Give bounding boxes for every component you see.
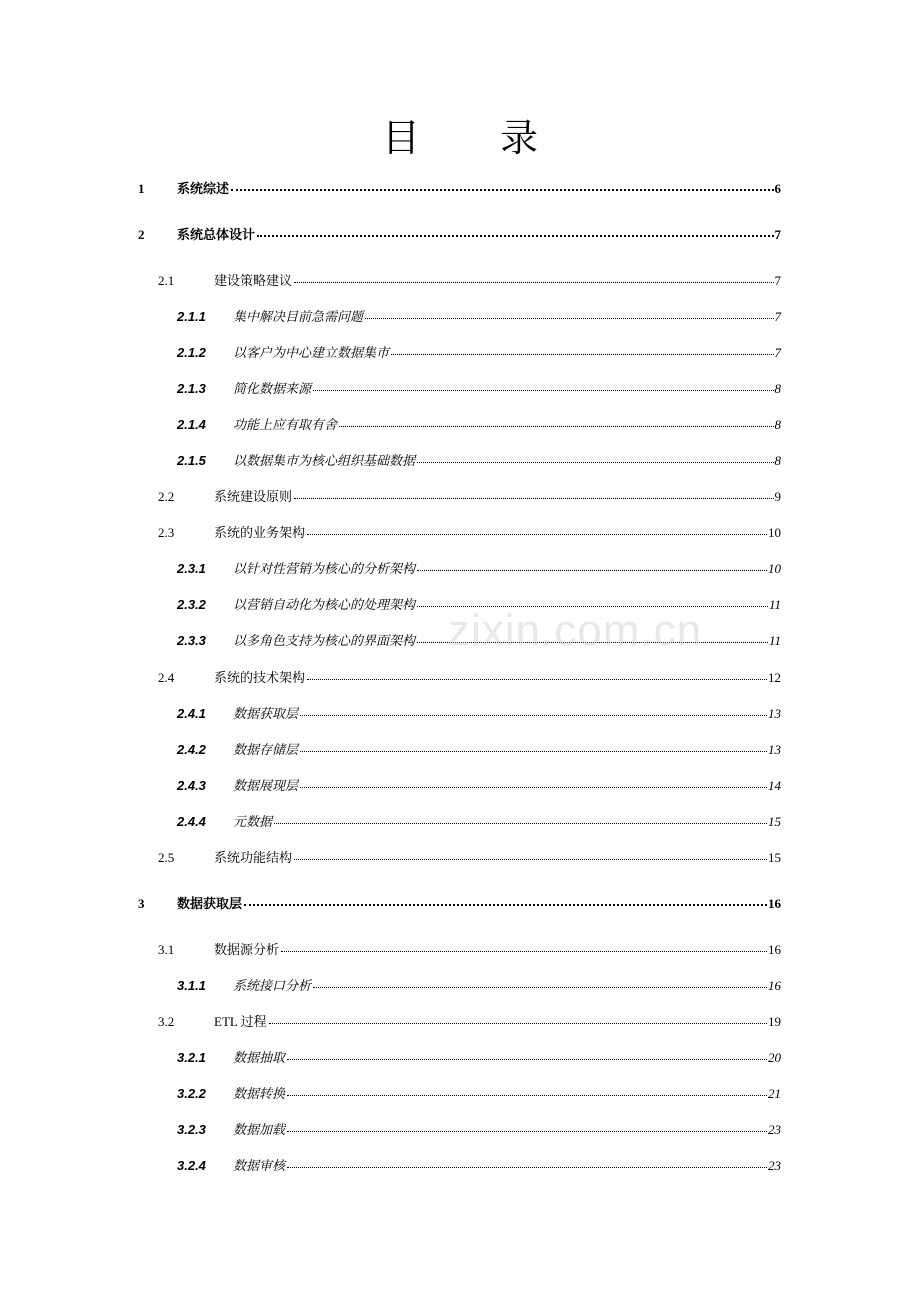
toc-dot-leader bbox=[313, 977, 767, 990]
toc-entry-title: 系统综述 bbox=[177, 181, 230, 196]
toc-entry-number: 2.3.1 bbox=[177, 561, 206, 576]
toc-entry-title: 数据获取层 bbox=[233, 706, 299, 721]
toc-dot-leader bbox=[300, 741, 767, 754]
toc-entry-title: 以营销自动化为核心的处理架构 bbox=[233, 597, 416, 612]
toc-entry-page-number: 11 bbox=[768, 633, 781, 648]
toc-dot-leader bbox=[391, 344, 773, 357]
toc-dot-leader bbox=[287, 1121, 767, 1134]
toc-entry-page-number: 7 bbox=[774, 227, 781, 242]
toc-entry[interactable] bbox=[177, 342, 781, 366]
toc-entry[interactable] bbox=[177, 1083, 781, 1107]
toc-entry-title: 功能上应有取有舍 bbox=[233, 417, 338, 432]
toc-entry-page-number: 9 bbox=[774, 489, 781, 504]
toc-dot-leader bbox=[231, 180, 773, 193]
toc-entry-page-number: 20 bbox=[768, 1050, 781, 1065]
toc-entry-page-number: 7 bbox=[774, 309, 781, 324]
toc-entry-number: 2.2 bbox=[158, 489, 175, 504]
toc-entry-page-number: 8 bbox=[774, 453, 781, 468]
toc-entry-page-number: 6 bbox=[774, 181, 781, 196]
toc-dot-leader bbox=[294, 488, 773, 501]
toc-entry-page-number: 15 bbox=[768, 814, 781, 829]
toc-entry[interactable] bbox=[177, 414, 781, 438]
toc-entry[interactable] bbox=[177, 630, 781, 654]
toc-entry[interactable] bbox=[177, 975, 781, 999]
toc-entry-title: 以客户为中心建立数据集市 bbox=[233, 345, 390, 360]
toc-entry-number: 2.3 bbox=[158, 525, 175, 540]
toc-entry[interactable] bbox=[177, 378, 781, 402]
toc-entry-title: 建设策略建议 bbox=[214, 273, 293, 288]
toc-entry-number: 2.4.3 bbox=[177, 778, 206, 793]
toc-dot-leader bbox=[294, 849, 767, 862]
toc-entry-number: 3.2.4 bbox=[177, 1158, 206, 1173]
toc-entry-title: 系统总体设计 bbox=[177, 227, 256, 242]
toc-entry-page-number: 16 bbox=[768, 896, 781, 911]
toc-dot-leader bbox=[274, 813, 767, 826]
toc-entry-number: 2 bbox=[138, 227, 145, 242]
toc-dot-leader bbox=[307, 669, 767, 682]
toc-entry-number: 2.3.3 bbox=[177, 633, 206, 648]
toc-dot-leader bbox=[244, 895, 767, 908]
toc-entry[interactable] bbox=[177, 1155, 781, 1179]
toc-entry-page-number: 10 bbox=[768, 525, 781, 540]
toc-entry-page-number: 8 bbox=[774, 381, 781, 396]
toc-entry-page-number: 12 bbox=[768, 670, 781, 685]
toc-entry-page-number: 13 bbox=[768, 742, 781, 757]
toc-entry-title: 数据加载 bbox=[233, 1122, 286, 1137]
toc-entry-page-number: 13 bbox=[768, 706, 781, 721]
toc-entry-title: 数据展现层 bbox=[233, 778, 299, 793]
toc-entry-number: 3.1 bbox=[158, 942, 175, 957]
toc-entry-page-number: 19 bbox=[768, 1014, 781, 1029]
toc-entry[interactable] bbox=[158, 486, 781, 510]
toc-entry-number: 2.1.1 bbox=[177, 309, 206, 324]
toc-entry-title: 数据抽取 bbox=[233, 1050, 286, 1065]
toc-entry-number: 3.2.1 bbox=[177, 1050, 206, 1065]
toc-dot-leader bbox=[417, 596, 768, 609]
toc-entry-number: 2.4 bbox=[158, 670, 175, 685]
toc-entry-title: ETL 过程 bbox=[214, 1014, 267, 1029]
toc-entry-title: 数据审核 bbox=[233, 1158, 286, 1173]
toc-entry-page-number: 7 bbox=[774, 273, 781, 288]
toc-entry-number: 3.1.1 bbox=[177, 978, 206, 993]
toc-entry[interactable] bbox=[177, 558, 781, 582]
toc-entry-title: 简化数据来源 bbox=[233, 381, 312, 396]
toc-dot-leader bbox=[287, 1085, 767, 1098]
toc-entry-title: 数据转换 bbox=[233, 1086, 286, 1101]
toc-entry-page-number: 16 bbox=[768, 978, 781, 993]
toc-entry[interactable] bbox=[158, 270, 781, 294]
toc-dot-leader bbox=[300, 705, 767, 718]
toc-dot-leader bbox=[417, 560, 767, 573]
toc-entry[interactable] bbox=[158, 847, 781, 871]
toc-entry-page-number: 7 bbox=[774, 345, 781, 360]
toc-dot-leader bbox=[417, 452, 773, 465]
toc-dot-leader bbox=[300, 777, 767, 790]
toc-dot-leader bbox=[313, 380, 773, 393]
toc-entry-page-number: 11 bbox=[768, 597, 781, 612]
toc-entry-number: 3.2 bbox=[158, 1014, 175, 1029]
toc-dot-leader bbox=[287, 1049, 767, 1062]
toc-dot-leader bbox=[287, 1157, 767, 1170]
toc-entry-page-number: 8 bbox=[774, 417, 781, 432]
toc-entry[interactable] bbox=[177, 703, 781, 727]
toc-entry[interactable] bbox=[138, 893, 781, 917]
toc-entry[interactable] bbox=[177, 306, 781, 330]
toc-entry[interactable] bbox=[138, 178, 781, 202]
toc-entry-title: 系统接口分析 bbox=[233, 978, 312, 993]
toc-entry-page-number: 23 bbox=[768, 1158, 781, 1173]
toc-entry[interactable] bbox=[158, 667, 781, 691]
toc-dot-leader bbox=[365, 308, 773, 321]
toc-entry-page-number: 21 bbox=[768, 1086, 781, 1101]
toc-entry[interactable] bbox=[177, 811, 781, 835]
toc-entry[interactable] bbox=[177, 450, 781, 474]
toc-entry-title: 系统建设原则 bbox=[214, 489, 293, 504]
toc-entry-title: 系统的业务架构 bbox=[214, 525, 306, 540]
toc-entry-page-number: 16 bbox=[768, 942, 781, 957]
toc-entry-title: 数据获取层 bbox=[177, 896, 243, 911]
toc-entry-number: 2.1.2 bbox=[177, 345, 206, 360]
toc-entry[interactable] bbox=[158, 522, 781, 546]
toc-entry[interactable] bbox=[138, 224, 781, 248]
toc-entry-number: 3.2.3 bbox=[177, 1122, 206, 1137]
toc-dot-leader bbox=[307, 524, 767, 537]
toc-entry[interactable] bbox=[158, 1011, 781, 1035]
toc-dot-leader bbox=[257, 226, 773, 239]
toc-entry-number: 2.4.4 bbox=[177, 814, 206, 829]
toc-entry[interactable] bbox=[177, 1047, 781, 1071]
toc-entry[interactable] bbox=[177, 1119, 781, 1143]
toc-entry-page-number: 23 bbox=[768, 1122, 781, 1137]
toc-entry-number: 2.1.5 bbox=[177, 453, 206, 468]
toc-entry-number: 2.4.2 bbox=[177, 742, 206, 757]
toc-entry-number: 2.1 bbox=[158, 273, 175, 288]
toc-entry-number: 2.3.2 bbox=[177, 597, 206, 612]
toc-entry-number: 2.1.3 bbox=[177, 381, 206, 396]
toc-entry-number: 3 bbox=[138, 896, 145, 911]
toc-entry[interactable] bbox=[177, 594, 781, 618]
toc-entry-title: 数据存储层 bbox=[233, 742, 299, 757]
toc-entry-title: 以数据集市为核心组织基础数据 bbox=[233, 453, 416, 468]
toc-dot-leader bbox=[417, 632, 768, 645]
watermark: zixin.com.cn bbox=[448, 606, 703, 655]
toc-entry[interactable] bbox=[177, 775, 781, 799]
toc-entry-number: 2.5 bbox=[158, 850, 175, 865]
toc-dot-leader bbox=[294, 272, 773, 285]
toc-entry-title: 以针对性营销为核心的分析架构 bbox=[233, 561, 416, 576]
toc-title: 目 录 bbox=[381, 116, 573, 160]
toc-entry-title: 以多角色支持为核心的界面架构 bbox=[233, 633, 416, 648]
toc-entry-number: 2.1.4 bbox=[177, 417, 206, 432]
toc-entry-number: 3.2.2 bbox=[177, 1086, 206, 1101]
toc-entry-number: 1 bbox=[138, 181, 145, 196]
toc-entry-number: 2.4.1 bbox=[177, 706, 206, 721]
toc-dot-leader bbox=[269, 1013, 767, 1026]
toc-entry-title: 集中解决目前急需问题 bbox=[233, 309, 364, 324]
toc-entry-title: 系统的技术架构 bbox=[214, 670, 306, 685]
toc-entry-page-number: 10 bbox=[768, 561, 781, 576]
toc-entry-title: 系统功能结构 bbox=[214, 850, 293, 865]
toc-entry[interactable] bbox=[158, 939, 781, 963]
toc-entry-title: 元数据 bbox=[233, 814, 273, 829]
toc-entry[interactable] bbox=[177, 739, 781, 763]
toc-entry-page-number: 15 bbox=[768, 850, 781, 865]
toc-entry-page-number: 14 bbox=[768, 778, 781, 793]
toc-dot-leader bbox=[339, 416, 773, 429]
toc-entry-title: 数据源分析 bbox=[214, 942, 280, 957]
toc-dot-leader bbox=[281, 941, 767, 954]
